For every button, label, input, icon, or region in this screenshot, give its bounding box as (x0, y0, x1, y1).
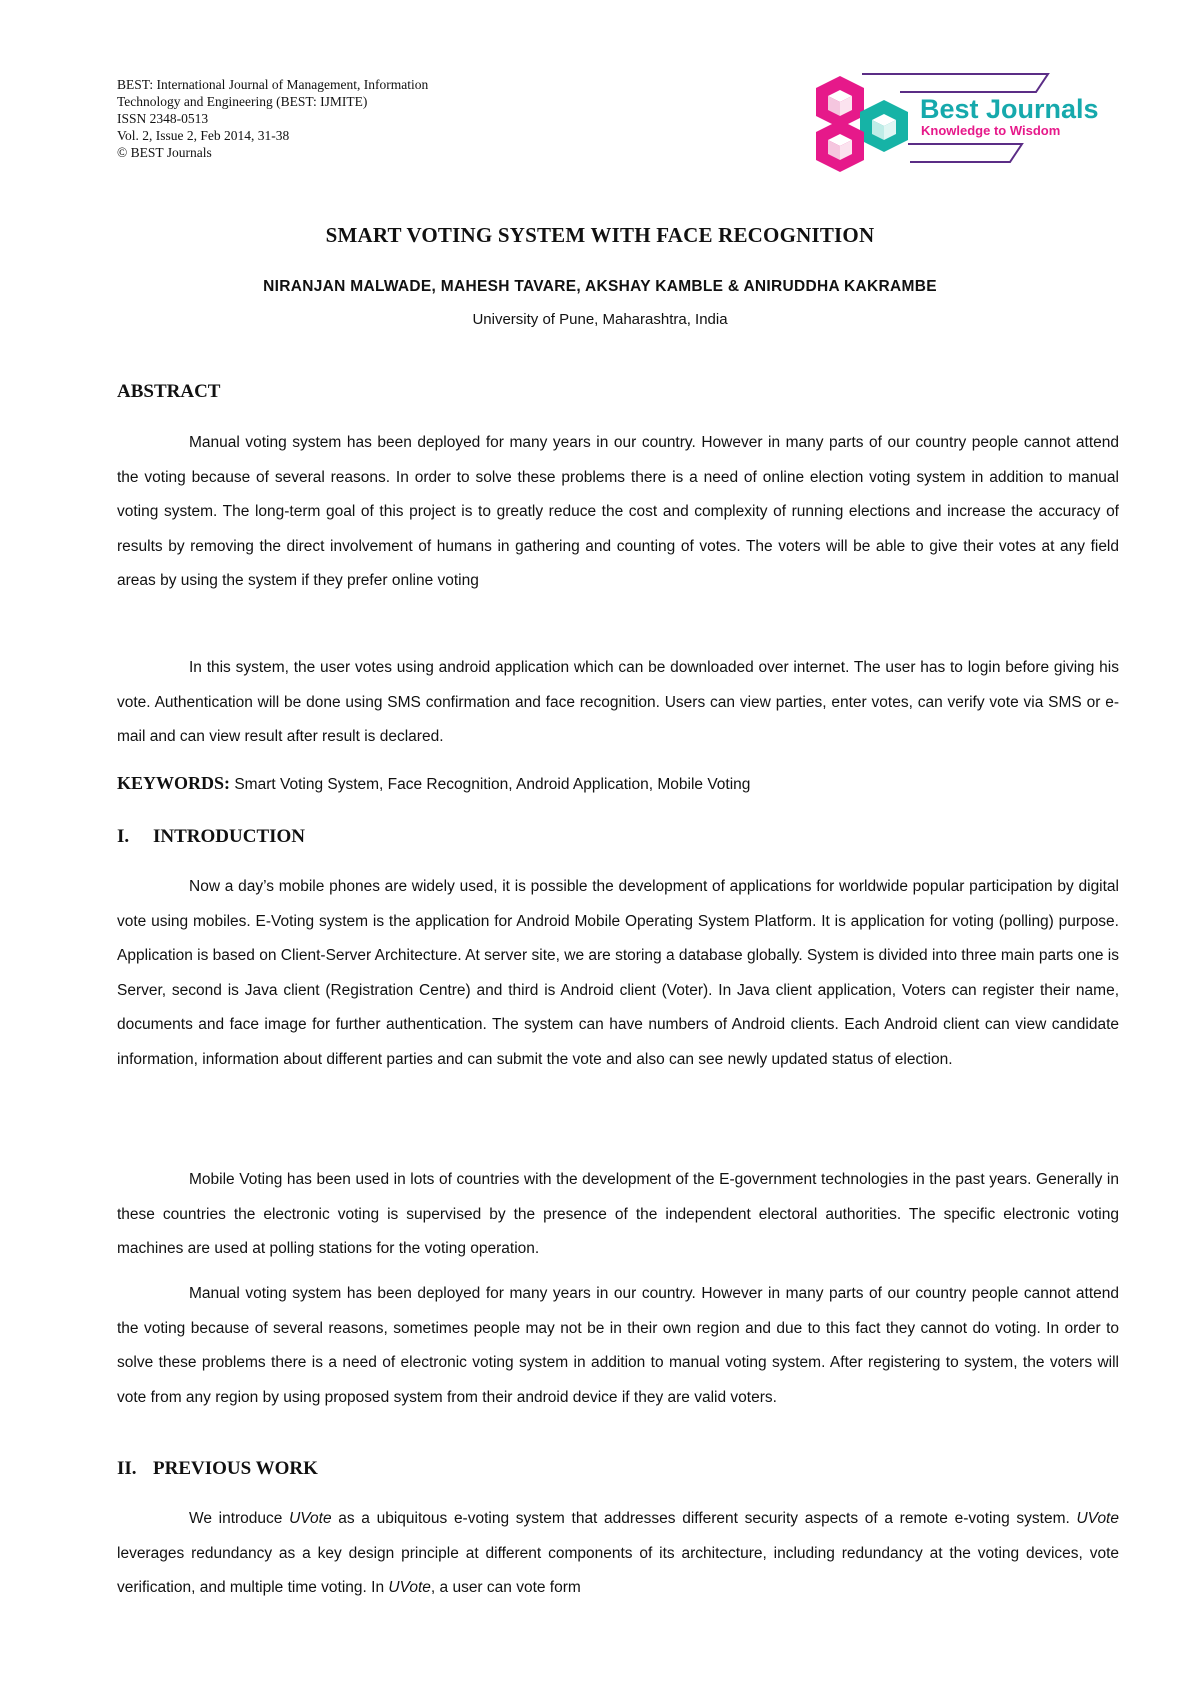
section-number: II. (117, 1458, 137, 1479)
logo-tagline: Knowledge to Wisdom (921, 123, 1061, 138)
abstract-paragraph-2: In this system, the user votes using android application which can be downloaded over internet. The user has to login before giving his vote. Authentication will be done using SMS confirmation and face recognition. Users can view parties, enter votes, can verify vote via SMS or e-mail and can view result after result is declared. (117, 659, 1119, 745)
journal-name-line1: BEST: International Journal of Management, Information (117, 77, 429, 92)
keywords-line (117, 773, 1119, 794)
abstract-heading: ABSTRACT (117, 381, 221, 402)
uvote-term: UVote (1076, 1510, 1119, 1527)
journal-issn: ISSN 2348-0513 (117, 111, 209, 126)
section-title: INTRODUCTION (153, 826, 306, 847)
uvote-term: UVote (388, 1579, 431, 1596)
section-title: PREVIOUS WORK (153, 1458, 318, 1479)
text-run: We introduce (189, 1510, 290, 1527)
best-journals-logo (800, 70, 1130, 176)
previous-work-heading (117, 1458, 318, 1480)
keywords-text: Smart Voting System, Face Recognition, Android Application, Mobile Voting (230, 776, 751, 793)
text-run: as a ubiquitous e-voting system that addresses different security aspects of a remote e-voting system. (331, 1510, 1077, 1527)
text-run: , a user can vote form (430, 1579, 581, 1596)
journal-volume: Vol. 2, Issue 2, Feb 2014, 31-38 (117, 128, 290, 143)
paper-affiliation: University of Pune, Maharashtra, India (472, 311, 728, 328)
logo-cube-icon-middle (860, 100, 908, 152)
section-number: I. (117, 826, 130, 847)
previous-work-paragraph-1 (117, 1502, 1119, 1606)
introduction-paragraph-3: Manual voting system has been deployed for many years in our country. However in many parts of our country people cannot attend the voting because of several reasons, sometimes people may not be in their own region and due to this fact they cannot do voting. In order to solve these problems there is a need of electronic voting system in addition to manual voting system. After registering to system, the voters will vote from any region by using proposed system from their android device if they are valid voters. (117, 1285, 1119, 1406)
abstract-paragraph-1: Manual voting system has been deployed for many years in our country. However in many parts of our country people cannot attend the voting because of several reasons. In order to solve these problems there is a need of online election voting system in addition to manual voting system. The long-term goal of this project is to greatly reduce the cost and complexity of running elections and increase the accuracy of results by removing the direct involvement of humans in gathering and counting of votes. The voters will be able to give their votes at any field areas by using the system if they prefer online voting (117, 434, 1119, 589)
journal-copyright: © BEST Journals (117, 145, 212, 160)
keywords-label: KEYWORDS: (117, 773, 231, 793)
logo-cube-icon-bottom (816, 120, 864, 172)
introduction-paragraph-1: Now a day’s mobile phones are widely used, it is possible the development of applications for worldwide popular participation by digital vote using mobiles. E-Voting system is the application for Android Mobile Operating System Platform. It is application for voting (polling) purpose. Application is based on Client-Server Architecture. At server site, we are storing a database globally. System is divided into three main parts one is Server, second is Java client (Registration Centre) and third is Android client (Voter). In Java client application, Voters can register their name, documents and face image for further authentication. The system can have numbers of Android clients. Each Android client can view candidate information, information about different parties and can submit the vote and also can see newly updated status of election. (117, 878, 1119, 1068)
logo-name: Best Journals (920, 94, 1099, 124)
text-run: leverages redundancy as a key design principle at different components of its architecture, including redundancy at the voting devices, vote verification, and multiple time voting. In (117, 1544, 1119, 1596)
uvote-term: UVote (289, 1510, 332, 1527)
journal-info (117, 76, 428, 161)
paper-authors: NIRANJAN MALWADE, MAHESH TAVARE, AKSHAY KAMBLE & ANIRUDDHA KAKRAMBE (263, 278, 937, 295)
introduction-paragraph-2: Mobile Voting has been used in lots of countries with the development of the E-government technologies in the past years. Generally in these countries the electronic voting is supervised by the presence of the independent electoral authorities. The specific electronic voting machines are used at polling stations for the voting operation. (117, 1171, 1119, 1257)
introduction-heading (117, 826, 305, 848)
paper-title: SMART VOTING SYSTEM WITH FACE RECOGNITION (325, 223, 875, 247)
journal-name-line2: Technology and Engineering (BEST: IJMITE) (117, 94, 368, 109)
